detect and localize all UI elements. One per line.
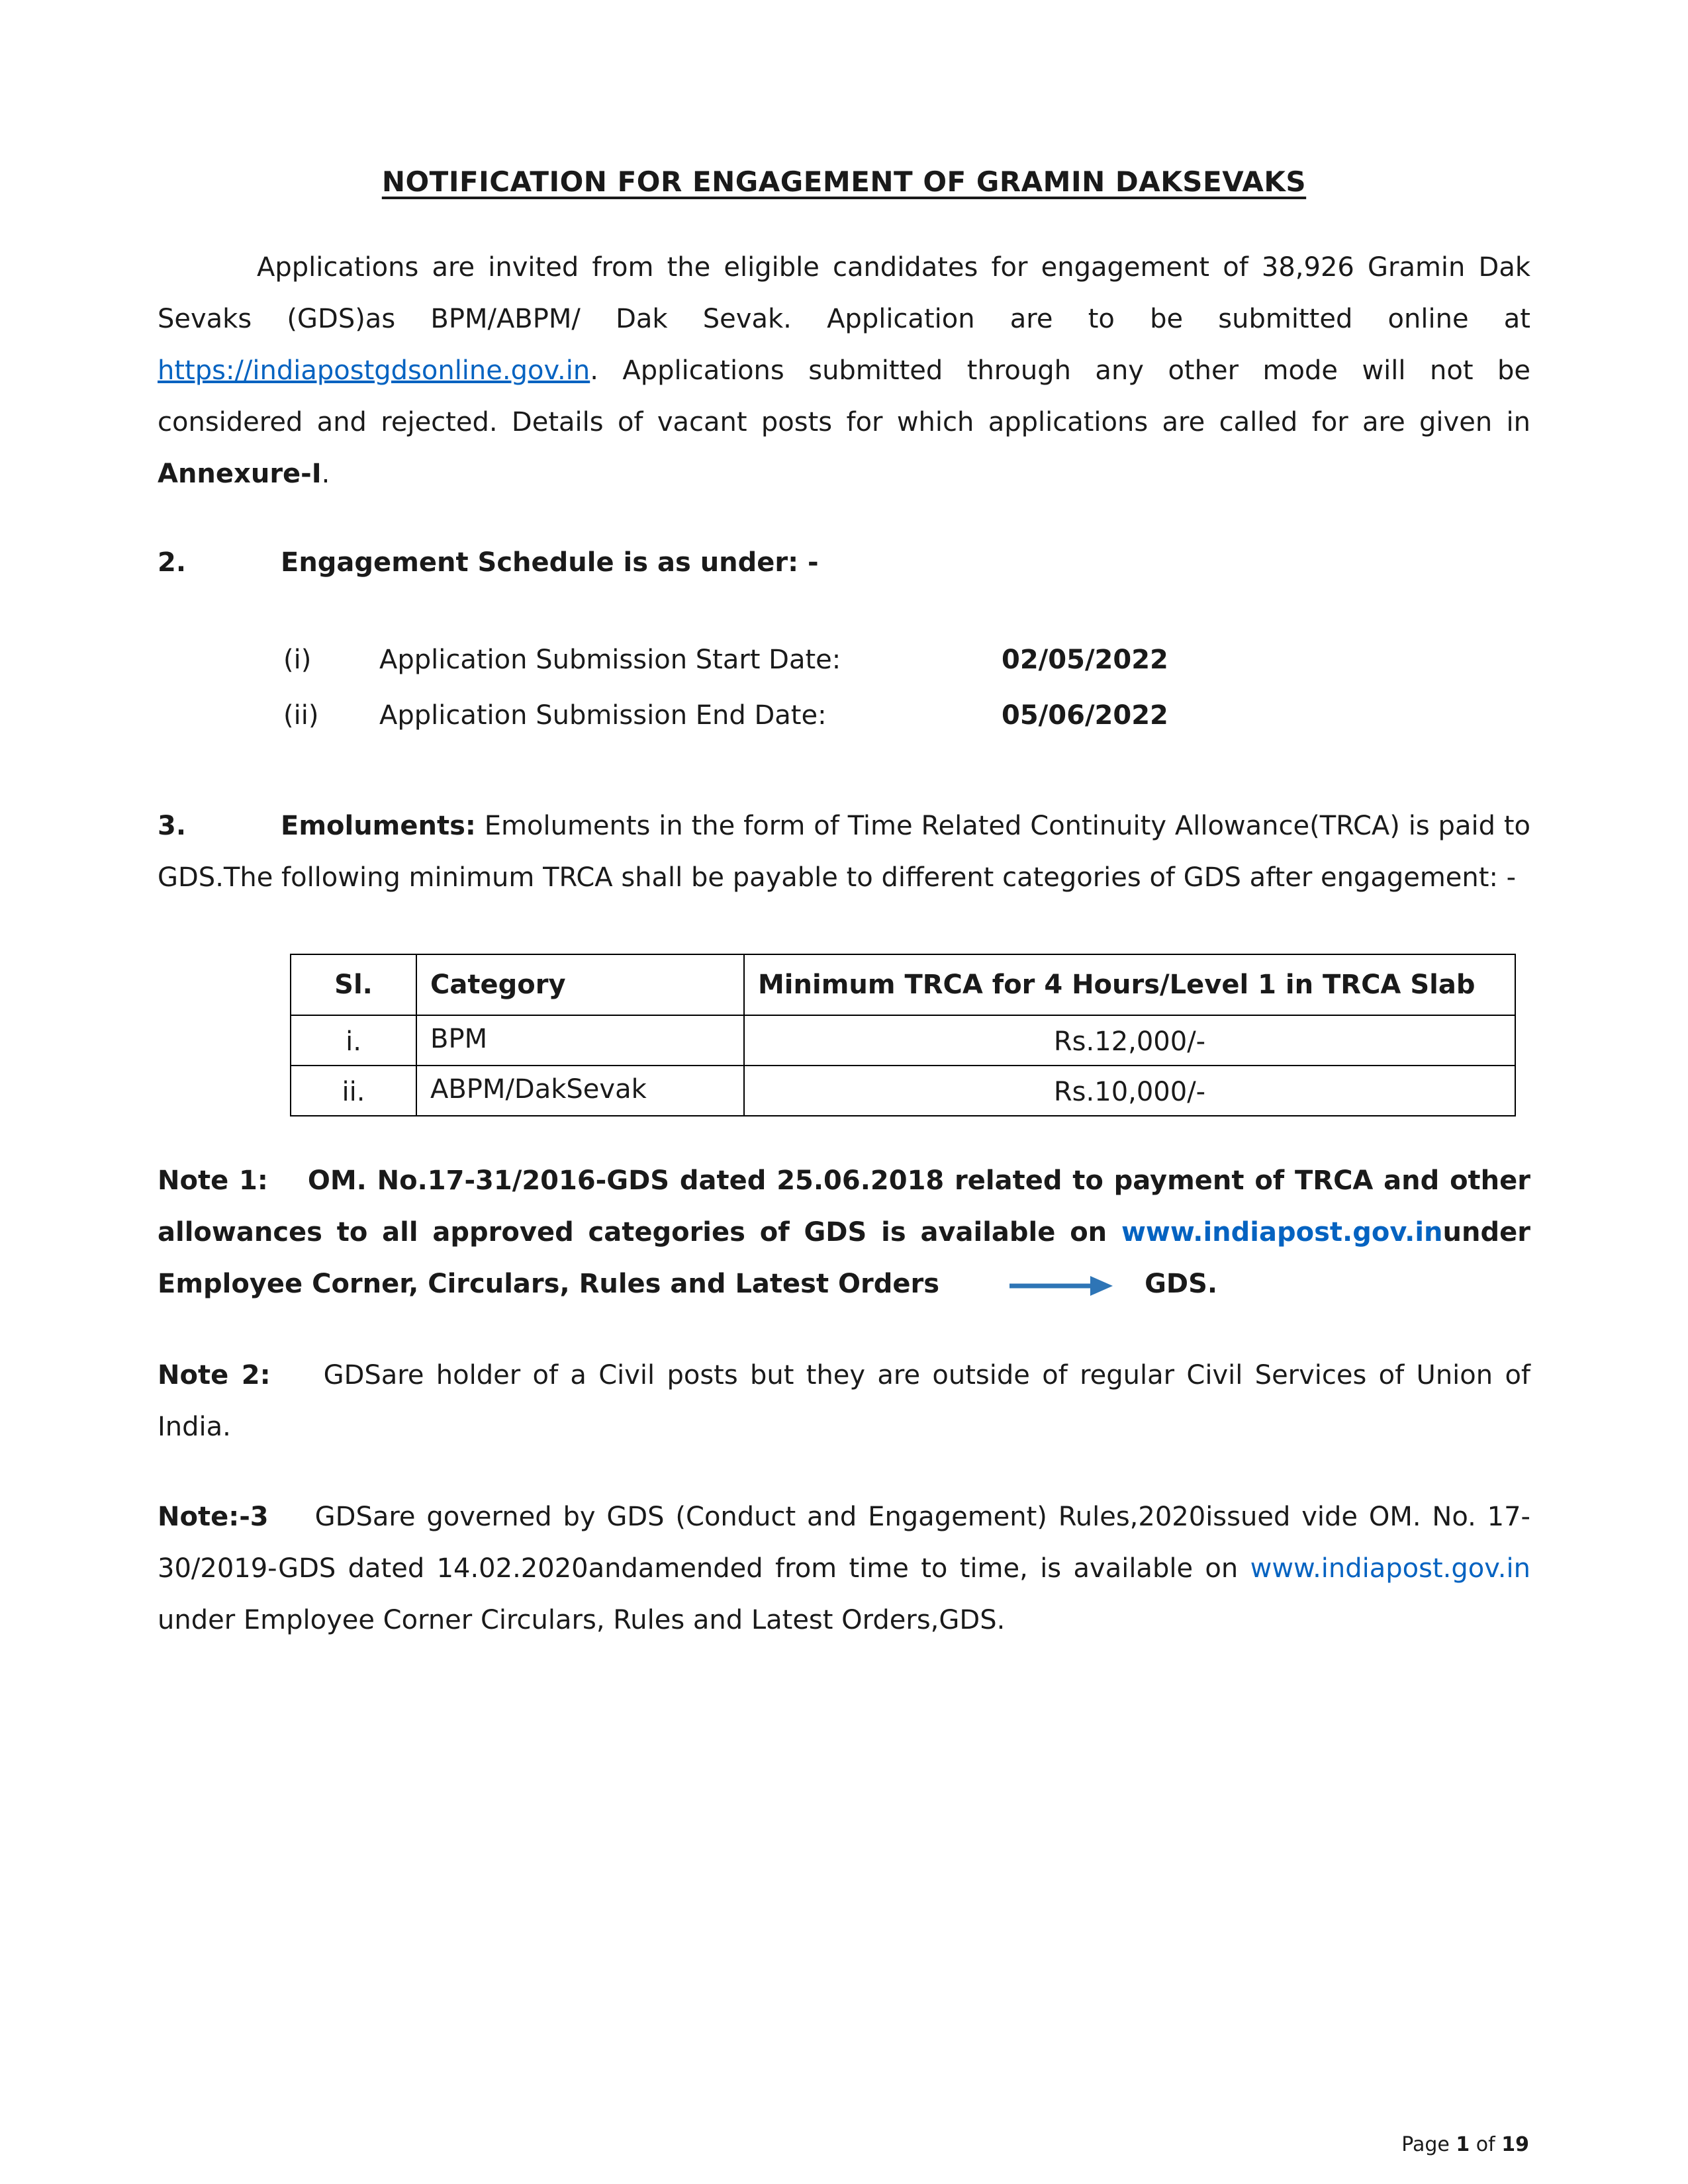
- note-1-colon: :: [257, 1165, 268, 1196]
- table-header-trca: Minimum TRCA for 4 Hours/Level 1 in TRCA Slab: [744, 954, 1515, 1015]
- intro-text-1: Applications are invited from the eligible candidates for engagement of 38,926 Gramin Dak Sevaks (GDS)as BPM/ABPM/ Dak Sevak. Application are to be submitted online at: [158, 252, 1530, 334]
- schedule-row-end-date: [158, 688, 1530, 743]
- trca-table: [290, 954, 1516, 1116]
- start-date-value: 02/05/2022: [1002, 645, 1168, 675]
- row-2-category: ABPM/DakSevak: [416, 1066, 744, 1116]
- page-title: NOTIFICATION FOR ENGAGEMENT OF GRAMIN DAKSEVAKS: [381, 165, 1307, 198]
- section-3-number: 3.: [158, 811, 187, 841]
- table-header-row: [291, 954, 1515, 1015]
- indiapost-link-note3[interactable]: www.indiapost.gov.in: [1250, 1553, 1530, 1584]
- note-3-text-2: under Employee Corner Circulars, Rules and Latest Orders,GDS.: [158, 1605, 1006, 1635]
- schedule-row-start-date: [158, 632, 1530, 688]
- note-3-text-1: GDSare governed by GDS (Conduct and Engagement) Rules,2020issued vide OM. No. 17-30/2019-GDS dated 14.02.2020andamended from time to time, is available on: [158, 1502, 1530, 1584]
- page-number: [1401, 2133, 1529, 2156]
- footer-of: of: [1470, 2133, 1502, 2156]
- section-3-body: Emoluments in the form of Time Related Continuity Allowance(TRCA) is paid to GDS.The following minimum TRCA shall be payable to different categories of GDS after engagement: -: [158, 811, 1530, 893]
- table-row: [291, 1015, 1515, 1066]
- right-arrow-icon: [1008, 1263, 1114, 1315]
- section-3-title: Emoluments:: [281, 811, 476, 841]
- schedule-label-1: Application Submission Start Date:: [379, 645, 841, 675]
- section-3-paragraph: [158, 800, 1530, 903]
- intro-text-2: . Applications submitted through any other mode will not be considered and rejected. Details of vacant posts for which applications are called for are given in: [158, 355, 1530, 437]
- note-1-paragraph: [158, 1155, 1530, 1311]
- note-1-tail: GDS.: [1145, 1269, 1218, 1299]
- row-1-trca: Rs.12,000/-: [744, 1015, 1515, 1066]
- row-1-category: BPM: [416, 1015, 744, 1066]
- section-2-number: 2.: [158, 547, 187, 578]
- annexure-reference: Annexure-I: [158, 459, 322, 489]
- row-2-trca: Rs.10,000/-: [744, 1066, 1515, 1116]
- note-1-label: Note 1: [158, 1165, 258, 1196]
- footer-total-pages: 19: [1501, 2133, 1529, 2156]
- note-3-label: Note:-3: [158, 1502, 269, 1532]
- schedule-marker-2: (ii): [283, 700, 319, 731]
- footer-prefix: Page: [1401, 2133, 1456, 2156]
- note-1-text-2: under Employee Corner, Circulars, Rules and Latest Orders: [158, 1217, 1530, 1299]
- end-date-value: 05/06/2022: [1002, 700, 1168, 731]
- table-header-sl: Sl.: [291, 954, 416, 1015]
- schedule-marker-1: (i): [283, 645, 312, 675]
- note-2-body: GDSare holder of a Civil posts but they are outside of regular Civil Services of Union of India.: [158, 1360, 1530, 1442]
- gds-online-link[interactable]: https://indiapostgdsonline.gov.in: [158, 355, 590, 386]
- note-2-paragraph: [158, 1349, 1530, 1453]
- section-2-title: Engagement Schedule is as under: -: [281, 547, 819, 578]
- note-3-paragraph: [158, 1491, 1530, 1646]
- row-2-sl: ii.: [291, 1066, 416, 1116]
- note-2-label: Note 2:: [158, 1360, 271, 1390]
- row-1-sl: i.: [291, 1015, 416, 1066]
- schedule-label-2: Application Submission End Date:: [379, 700, 827, 731]
- engagement-schedule: [158, 632, 1530, 743]
- table-row: [291, 1066, 1515, 1116]
- table-header-category: Category: [416, 954, 744, 1015]
- intro-paragraph: [158, 242, 1530, 500]
- intro-text-3: .: [321, 459, 330, 489]
- note-1-text-1: OM. No.17-31/2016-GDS dated 25.06.2018 related to payment of TRCA and other allowances to all approved categories of GDS is available on: [158, 1165, 1531, 1248]
- indiapost-link-note1[interactable]: www.indiapost.gov.in: [1121, 1217, 1443, 1248]
- section-2-heading: [158, 547, 1530, 578]
- footer-current-page: 1: [1456, 2133, 1470, 2156]
